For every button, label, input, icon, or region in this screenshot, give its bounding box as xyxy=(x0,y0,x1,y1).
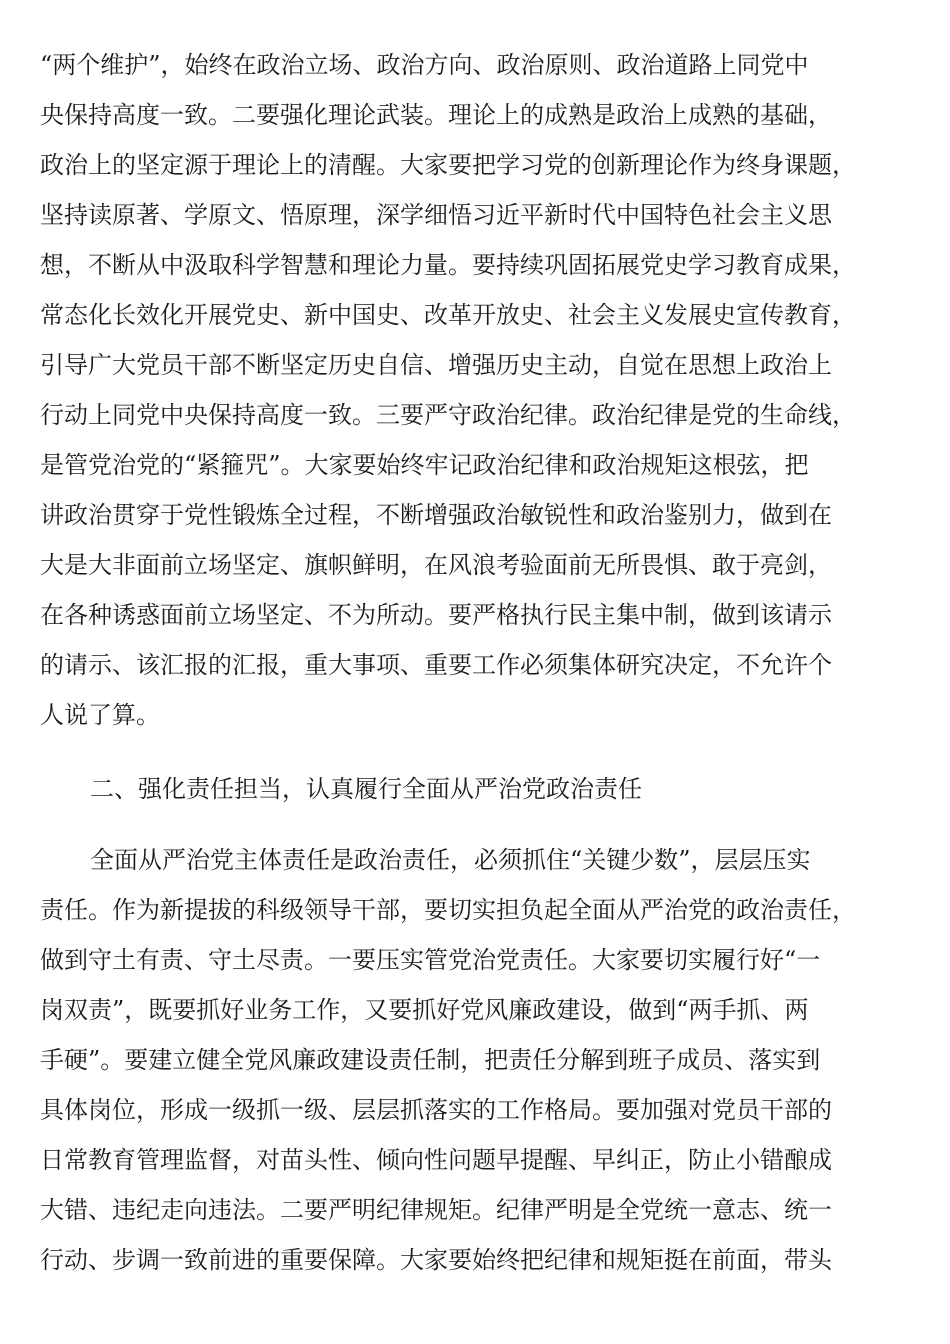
paragraph-2-line-4: 岗双责”，既要抓好业务工作，又要抓好党风廉政建设，做到“两手抓、两 xyxy=(40,996,809,1024)
paragraph-2-line-3: 做到守土有责、守土尽责。一要压实管党治党责任。大家要切实履行好“一 xyxy=(40,946,821,974)
paragraph-1-line-3: 政治上的坚定源于理论上的清醒。大家要把学习党的创新理论作为终身课题， xyxy=(40,151,856,179)
section-heading: 二、强化责任担当，认真履行全面从严治党政治责任 xyxy=(90,775,642,803)
paragraph-2-line-7: 日常教育管理监督，对苗头性、倾向性问题早提醒、早纠正，防止小错酿成 xyxy=(40,1146,832,1174)
paragraph-2-line-9: 行动、步调一致前进的重要保障。大家要始终把纪律和规矩挺在前面，带头 xyxy=(40,1246,832,1274)
paragraph-2-line-1: 全面从严治党主体责任是政治责任，必须抓住“关键少数”，层层压实 xyxy=(90,846,811,874)
paragraph-1-line-7: 引导广大党员干部不断坚定历史自信、增强历史主动，自觉在思想上政治上 xyxy=(40,351,832,379)
paragraph-1-line-12: 在各种诱惑面前立场坚定、不为所动。要严格执行民主集中制，做到该请示 xyxy=(40,601,832,629)
paragraph-2-line-2: 责任。作为新提拔的科级领导干部，要切实担负起全面从严治党的政治责任， xyxy=(40,896,856,924)
paragraph-1-line-4: 坚持读原著、学原文、悟原理，深学细悟习近平新时代中国特色社会主义思 xyxy=(40,201,832,229)
paragraph-1-line-2: 央保持高度一致。二要强化理论武装。理论上的成熟是政治上成熟的基础， xyxy=(40,101,832,129)
paragraph-1-line-14: 人说了算。 xyxy=(40,701,160,729)
paragraph-1-line-10: 讲政治贯穿于党性锻炼全过程，不断增强政治敏锐性和政治鉴别力，做到在 xyxy=(40,501,832,529)
paragraph-1-line-13: 的请示、该汇报的汇报，重大事项、重要工作必须集体研究决定，不允许个 xyxy=(40,651,832,679)
paragraph-1-line-11: 大是大非面前立场坚定、旗帜鲜明，在风浪考验面前无所畏惧、敢于亮剑， xyxy=(40,551,832,579)
paragraph-1-line-9: 是管党治党的“紧箍咒”。大家要始终牢记政治纪律和政治规矩这根弦，把 xyxy=(40,451,809,479)
paragraph-2-line-8: 大错、违纪走向违法。二要严明纪律规矩。纪律严明是全党统一意志、统一 xyxy=(40,1196,832,1224)
paragraph-1-line-8: 行动上同党中央保持高度一致。三要严守政治纪律。政治纪律是党的生命线， xyxy=(40,401,856,429)
paragraph-2-line-5: 手硬”。要建立健全党风廉政建设责任制，把责任分解到班子成员、落实到 xyxy=(40,1046,821,1074)
paragraph-2-line-6: 具体岗位，形成一级抓一级、层层抓落实的工作格局。要加强对党员干部的 xyxy=(40,1096,832,1124)
paragraph-1-line-5: 想，不断从中汲取科学智慧和理论力量。要持续巩固拓展党史学习教育成果， xyxy=(40,251,856,279)
paragraph-1-line-6: 常态化长效化开展党史、新中国史、改革开放史、社会主义发展史宣传教育， xyxy=(40,301,856,329)
paragraph-1-line-1: “两个维护”，始终在政治立场、政治方向、政治原则、政治道路上同党中 xyxy=(40,51,809,79)
